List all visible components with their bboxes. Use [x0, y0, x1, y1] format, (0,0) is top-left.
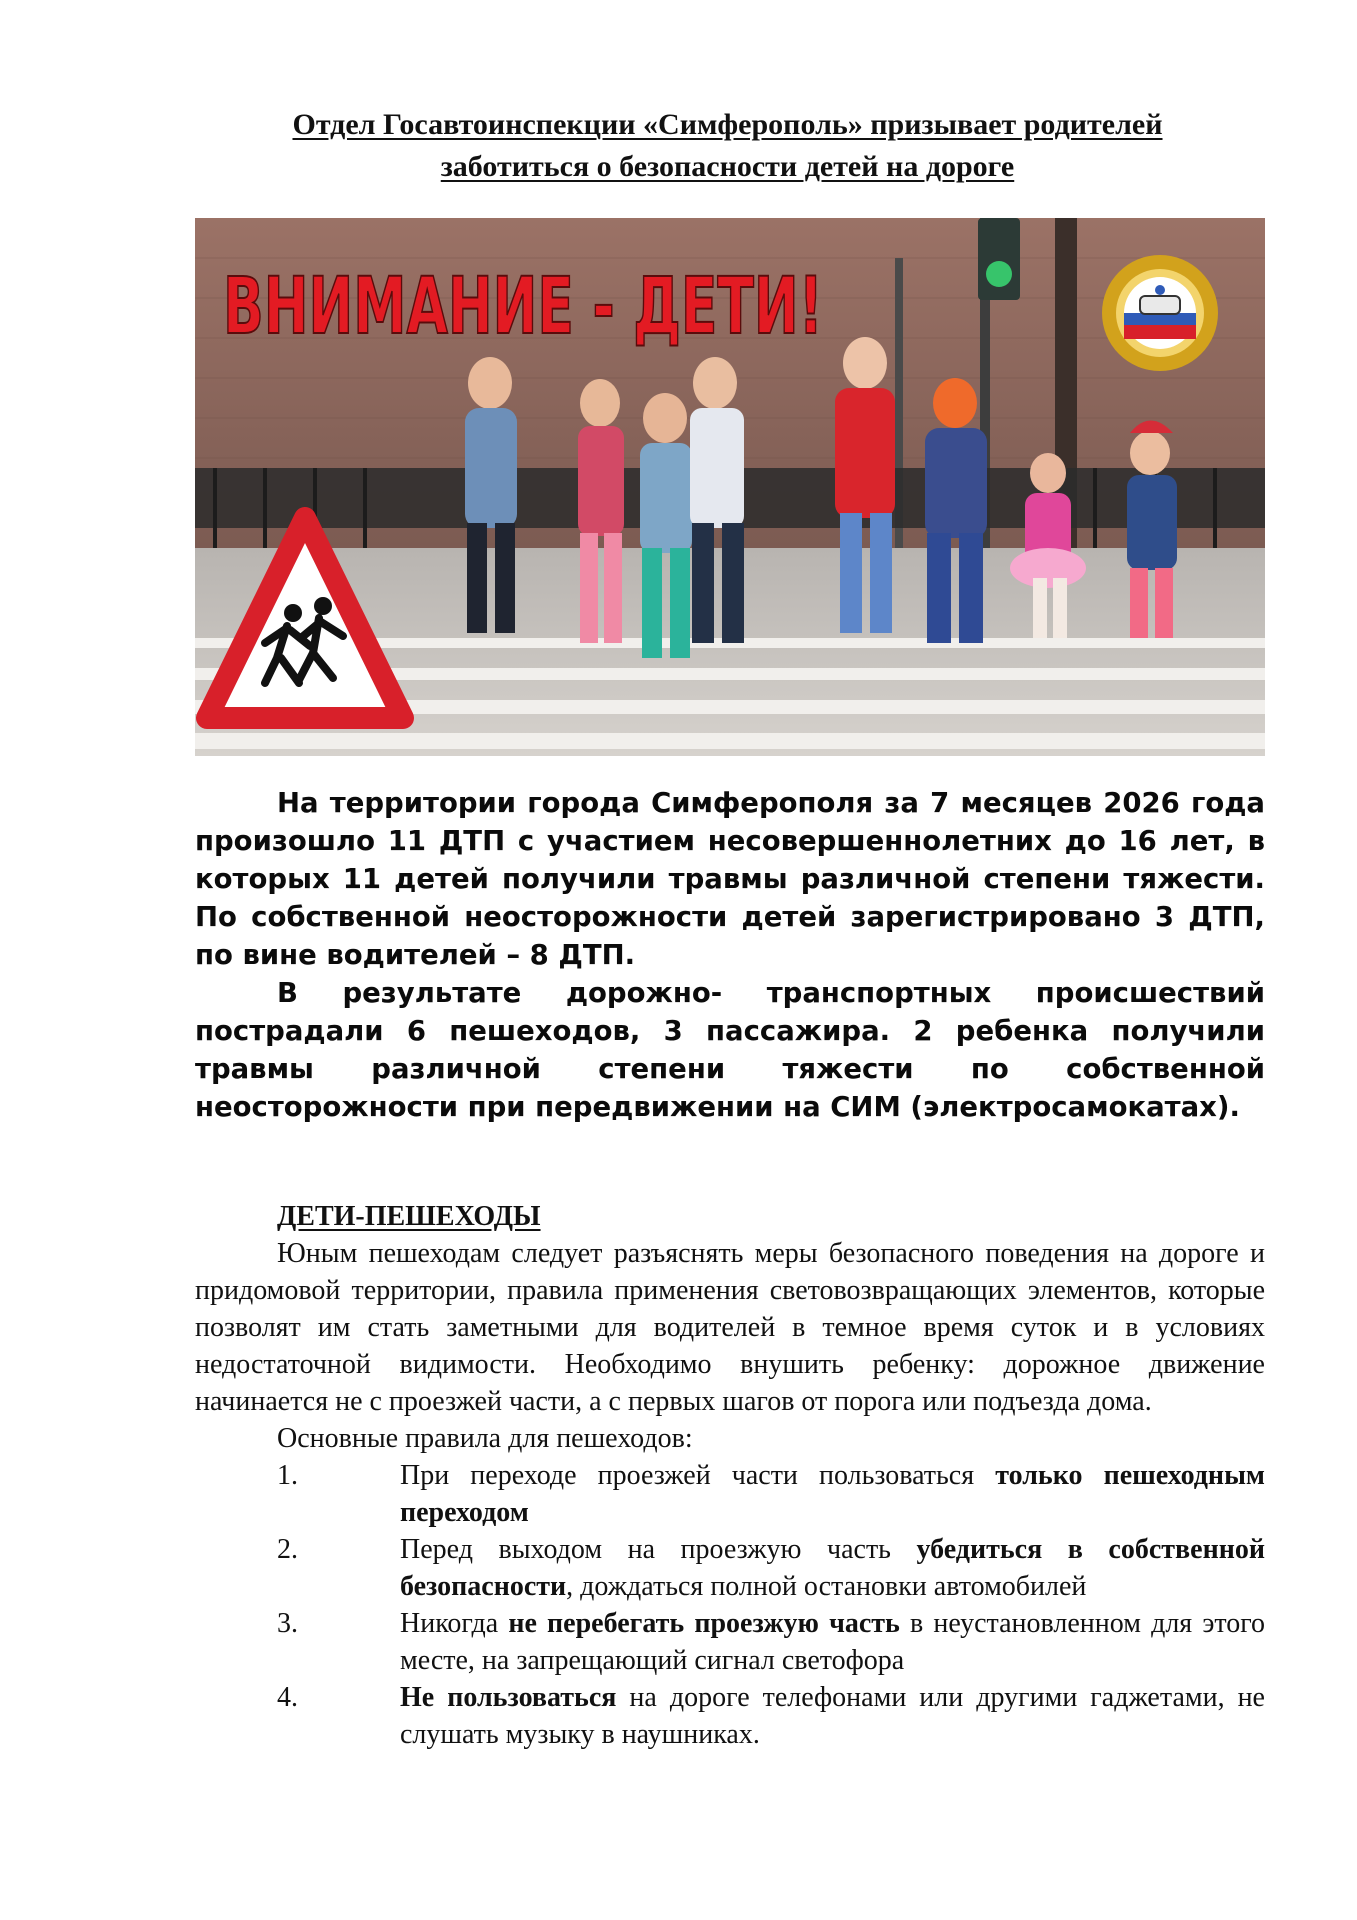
- banner-image: [195, 218, 1265, 756]
- section-intro: Юным пешеходам следует разъяснять меры безопасного поведения на дороге и придомовой территории, правила применения световозвращающих элементов, которые позволят им стать заметными для водителей в темное время суток и в условиях недостаточной видимости. Необходимо внушить ребенку: дорожное движение начинается не с проезжей части, а с первых шагов от порога или подъезда дома.: [195, 1238, 1265, 1417]
- banner-headline: ВНИМАНИЕ - ДЕТИ!: [223, 262, 823, 352]
- stats-paragraph-2: В результате дорожно- транспортных происшествий пострадали 6 пешеходов, 3 пассажира. 2 ребенка получили травмы различной степени тяжести по собственной неосторожности при передвижении на СИМ (электросамокатах).: [195, 977, 1265, 1123]
- rule-number: 2.: [277, 1534, 298, 1565]
- rule-item: [195, 1605, 1265, 1679]
- section-heading: ДЕТИ-ПЕШЕХОДЫ: [277, 1201, 541, 1232]
- title-line-2: заботиться о безопасности детей на дороге: [440, 150, 1015, 183]
- stats-paragraph-1: На территории города Симферополя за 7 месяцев 2026 года произошло 11 ДТП с участием несовершеннолетних до 16 лет, в которых 11 детей получили травмы различной степени тяжести. По собственной неосторожности детей зарегистрировано 3 ДТП, по вине водителей – 8 ДТП.: [195, 787, 1265, 971]
- rule-text: Никогда не перебегать проезжую часть в неустановленном для этого месте, на запрещающий сигнал светофора: [400, 1608, 1265, 1676]
- statistics-block: [195, 784, 1265, 1126]
- rules-intro: Основные правила для пешеходов:: [277, 1423, 693, 1454]
- rules-list: [195, 1457, 1265, 1753]
- rule-text: Не пользоваться на дороге телефонами или другими гаджетами, не слушать музыку в наушниках.: [400, 1682, 1265, 1750]
- title-line-1: Отдел Госавтоинспекции «Симферополь» призывает родителей: [292, 108, 1163, 141]
- banner-photo: [195, 218, 1265, 756]
- traffic-police-emblem: [1102, 255, 1218, 371]
- rule-number: 1.: [277, 1460, 298, 1491]
- rule-number: 4.: [277, 1682, 298, 1713]
- page-title: [190, 104, 1265, 188]
- pedestrians-section: [195, 1198, 1265, 1753]
- rule-item: [195, 1457, 1265, 1531]
- rule-item: [195, 1679, 1265, 1753]
- rule-text: Перед выходом на проезжую часть убедиться в собственной безопасности, дождаться полной остановки автомобилей: [400, 1534, 1265, 1602]
- rule-item: [195, 1531, 1265, 1605]
- rule-text: При переходе проезжей части пользоваться только пешеходным переходом: [400, 1460, 1266, 1528]
- rule-number: 3.: [277, 1608, 298, 1639]
